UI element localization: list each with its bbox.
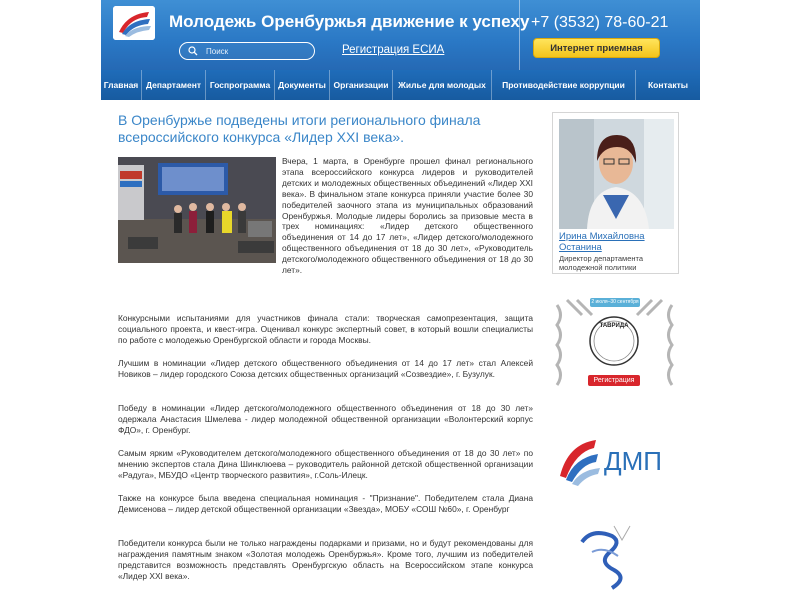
nav-item-5[interactable]: Организации (330, 70, 393, 100)
logo-flag-icon (113, 6, 155, 40)
search-box[interactable] (179, 42, 315, 60)
article-paragraph-6: Также на конкурсе была введена специальная номинация - "Признание". Победителем стала Диана Демисенова – лидер детской общественной организации «Звезда», МОБУ «СОШ №60», г. Оренбург (118, 493, 533, 514)
internet-reception-button[interactable]: Интернет приемная (533, 38, 660, 58)
event-photo-image (118, 157, 276, 263)
article-paragraph-1: Вчера, 1 марта, в Оренбурге прошел финал регионального этапа всероссийского конкурса лидеров и руководителей детских и молодежных общественных объединений «Лидер XXI века». В финальном этапе конкурса приняли участие более 30 победителей заочного этапа из муниципальных образований Оренбуржья. Молодые лидеры боролись за призовые места в трех номинациях: «Лидер детского общественного объединения от 14 до 17 лет», «Лидер детского/молодежного общественного объединения от 18 до 30 лет», «Руководитель детского/молодежного общественного объединения от 18 до 30 лет». (118, 156, 533, 276)
header-divider (519, 0, 520, 70)
director-portrait-image (559, 119, 674, 229)
article-paragraph-7: Победители конкурса были не только награждены подарками и призами, но и будут рекомендованы для награждения памятным знаком «Золотая молодежь Оренбуржья». Кроме того, лучшим из победителей представится возможность представлять Оренбургскую область на Всероссийском этапе конкурса «Лидер XXI века». (118, 538, 533, 581)
nav-item-1[interactable]: Главная (101, 70, 142, 100)
director-card (552, 112, 679, 274)
article-paragraph-5: Самым ярким «Руководителем детского/молодежного общественного объединения от 18 до 30 лет» по мнению экспертов стала Дина Шинклюева – руководитель районной детской общественной организации «Радуга», МБУДО «Центр творческого развития», г.Соль-Илецк. (118, 448, 533, 480)
article-photo (118, 157, 276, 263)
esia-registration-link[interactable]: Регистрация ЕСИА (342, 44, 445, 56)
site-logo[interactable] (113, 6, 155, 40)
article (118, 112, 536, 581)
director-photo[interactable] (559, 119, 674, 229)
bottom-banner[interactable] (552, 522, 677, 592)
nav-item-7[interactable]: Противодействие коррупции (492, 70, 636, 100)
phone-number: +7 (3532) 78-60-21 (531, 14, 669, 31)
director-name-link[interactable]: Ирина Михайловна Останина (559, 231, 645, 253)
article-paragraph-3: Лучшим в номинации «Лидер детского общественного объединения от 14 до 17 лет» стал Алексей Новиков – лидер городского Союза детских общественных организаций «Созвездие», г. Бузулук. (118, 358, 533, 379)
tavrida-banner[interactable] (552, 295, 677, 388)
article-title: В Оренбуржье подведены итоги регионального финала всероссийского конкурса «Лидер XXI века». (118, 112, 481, 145)
nav-item-6[interactable]: Жилье для молодых (393, 70, 492, 100)
nav-item-8[interactable]: Контакты (647, 80, 689, 90)
article-paragraph-2: Конкурсными испытаниями для участников финала стали: творческая самопрезентация, защита социального проекта, и квест-игра. Оценивал конкурс экспертный совет, в который вошли специалисты по работе с молодежью Оренбургской области и города Москвы. (118, 313, 533, 345)
site-header (101, 0, 700, 70)
tavrida-name: ТАВРИДА (599, 323, 629, 329)
nav-item-4[interactable]: Документы (275, 70, 330, 100)
director-role: Директор департамента молодежной политики (559, 254, 644, 272)
main-nav (101, 70, 700, 100)
dmp-banner[interactable] (552, 430, 677, 492)
tavrida-register-label: Регистрация (593, 377, 635, 384)
search-input[interactable] (206, 44, 306, 58)
dmp-label: ДМП (604, 446, 662, 476)
nav-item-2[interactable]: Департамент (142, 70, 206, 100)
search-icon[interactable] (188, 46, 198, 56)
site-title[interactable]: Молодежь Оренбуржья движение к успеху (169, 12, 530, 31)
bottom-banner-graphic (552, 522, 677, 592)
article-paragraph-4: Победу в номинации «Лидер детского/молодежного общественного объединения от 18 до 30 лет» одержала Анастасия Шмелева - лидер молодежной общественной организации «Волонтерский корпус ФДО», г. Оренбург. (118, 403, 533, 435)
nav-item-3[interactable]: Госпрограмма (206, 70, 275, 100)
tavrida-dates: 2 июля–30 сентября (591, 299, 639, 305)
